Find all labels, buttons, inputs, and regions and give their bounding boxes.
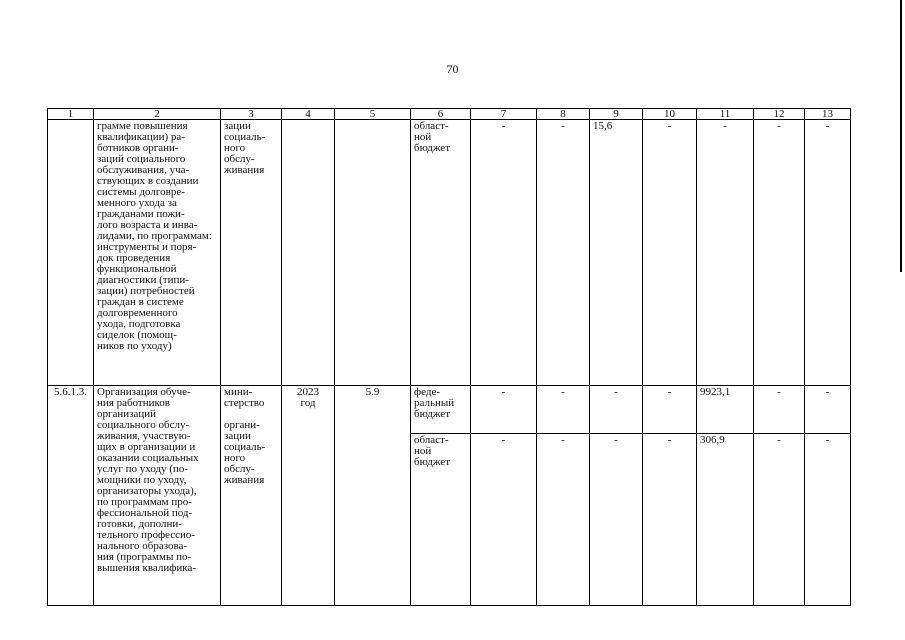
column-number: 2: [94, 109, 221, 120]
value-cell: -: [697, 120, 754, 386]
indicator-cell: [335, 120, 411, 386]
column-number: 8: [537, 109, 590, 120]
value-cell: -: [643, 434, 697, 606]
column-number: 3: [221, 109, 282, 120]
column-number: 5: [335, 109, 411, 120]
indicator-cell: 5.9: [335, 386, 411, 606]
column-number: 4: [282, 109, 335, 120]
value-cell: -: [754, 434, 805, 606]
column-number: 9: [590, 109, 643, 120]
column-number: 1: [48, 109, 94, 120]
column-number: 12: [754, 109, 805, 120]
column-number: 13: [805, 109, 851, 120]
budget-source-cell: област- ной бюджет: [411, 120, 471, 386]
executor-cell: зации социаль- ного обслу- живания: [221, 120, 282, 386]
page-number: 70: [446, 62, 459, 76]
value-cell: -: [471, 120, 537, 386]
value-cell: -: [537, 386, 590, 434]
budget-table: [47, 108, 851, 606]
value-cell: -: [643, 120, 697, 386]
value-cell: -: [643, 386, 697, 434]
description-cell: грамме повышения квалификации) ра- ботников органи- заций социального обслуживания, уча- ствующих в создании системы долговре- менного ухода за гражданами пожи- лого возраста и инва- лидами, по программам: инструменты и поря- док проведения функциональной диагностики (типи- зации) потребностей граждан в системе долговременного ухода, подготовка сиделок (помощ- ников по уходу): [94, 120, 221, 386]
value-cell: -: [805, 386, 851, 434]
value-cell: -: [590, 434, 643, 606]
value-cell: -: [754, 120, 805, 386]
value-cell: -: [805, 434, 851, 606]
item-number-cell: 5.6.1.3.: [48, 386, 94, 606]
column-number-row: [48, 109, 851, 120]
margin-edge-line: [900, 0, 902, 272]
value-cell: -: [805, 120, 851, 386]
value-cell: -: [471, 434, 537, 606]
year-cell: [282, 120, 335, 386]
value-cell: 15,6: [590, 120, 643, 386]
value-cell: -: [590, 386, 643, 434]
column-number: 11: [697, 109, 754, 120]
column-number: 6: [411, 109, 471, 120]
executor-cell: мини- стерство органи- зации социаль- ного обслу- живания: [221, 386, 282, 606]
budget-source-cell: област- ной бюджет: [411, 434, 471, 606]
value-cell: -: [471, 386, 537, 434]
value-cell: 306,9: [697, 434, 754, 606]
value-cell: -: [754, 386, 805, 434]
year-cell: 2023 год: [282, 386, 335, 606]
item-number-cell: [48, 120, 94, 386]
budget-source-cell: феде- ральный бюджет: [411, 386, 471, 434]
value-cell: 9923,1: [697, 386, 754, 434]
column-number: 10: [643, 109, 697, 120]
value-cell: -: [537, 120, 590, 386]
value-cell: -: [537, 434, 590, 606]
column-number: 7: [471, 109, 537, 120]
table-row: [48, 386, 851, 434]
description-cell: Организация обуче- ния работников организаций социального обслу- живания, участвую- щих в организации и оказании социальных услуг по уходу (по- мощники по уходу, организаторы ухода), по программам про- фессиональной под- готовки, дополни- тельного профессио- нального образова- ния (программы по- вышения квалифика-: [94, 386, 221, 606]
table-row: [48, 120, 851, 386]
